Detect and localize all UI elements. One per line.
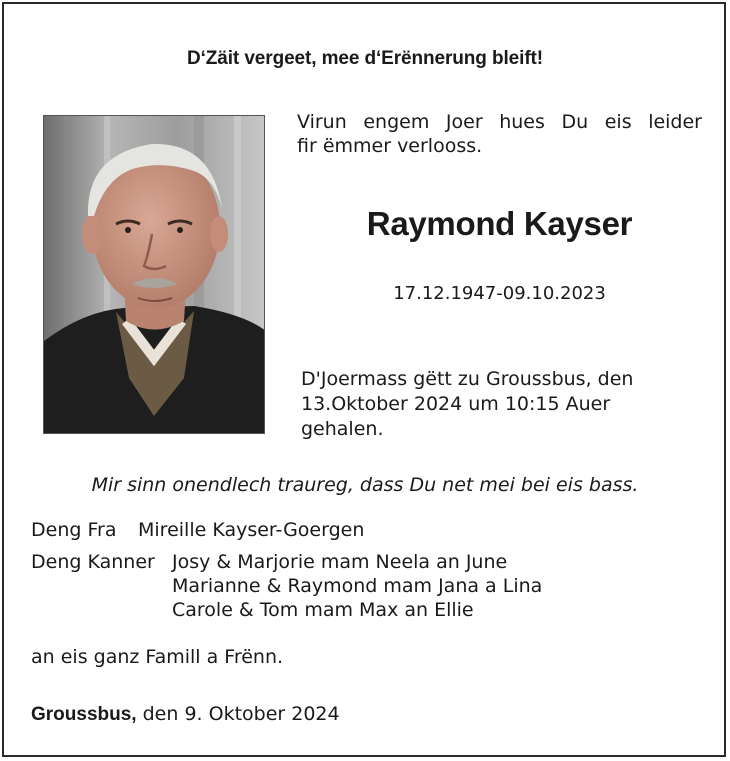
children-line-3: Carole & Tom mam Max an Ellie (172, 599, 474, 621)
closing-line: an eis ganz Famill a Frënn. (31, 646, 284, 668)
deceased-name: Raymond Kayser (366, 205, 633, 242)
children-label: Deng Kanner (31, 551, 155, 573)
place-town: Groussbus, (31, 704, 137, 725)
place-date-line (31, 703, 340, 726)
life-dates: 17.12.1947-09.10.2023 (393, 283, 606, 304)
portrait-illustration (44, 116, 265, 434)
service-line-3: gehalen. (301, 418, 384, 440)
wife-row (31, 518, 365, 543)
memorial-service-text (301, 367, 633, 442)
children-line-1: Josy & Marjorie mam Neela an June (172, 551, 508, 573)
sorrow-line: Mir sinn onendlech traureg, dass Du net mei bei eis bass. (91, 474, 639, 496)
service-line-2: 13.Oktober 2024 um 10:15 Auer (301, 393, 611, 415)
intro-text (297, 110, 702, 158)
service-line-1: D'Joermass gëtt zu Groussbus, den (301, 368, 634, 390)
wife-name: Mireille Kayser-Goergen (138, 519, 365, 541)
portrait-photo (43, 115, 265, 434)
intro-line-1: Virun engem Joer hues Du eis leider (297, 111, 702, 133)
intro-line-2: fir ëmmer verlooss. (297, 135, 483, 157)
motto-heading: D‘Zäit vergeet, mee d‘Erënnerung bleift! (186, 48, 544, 69)
children-line-2: Marianne & Raymond mam Jana a Lina (172, 575, 543, 597)
wife-label: Deng Fra (31, 519, 117, 541)
place-date: den 9. Oktober 2024 (142, 703, 340, 725)
